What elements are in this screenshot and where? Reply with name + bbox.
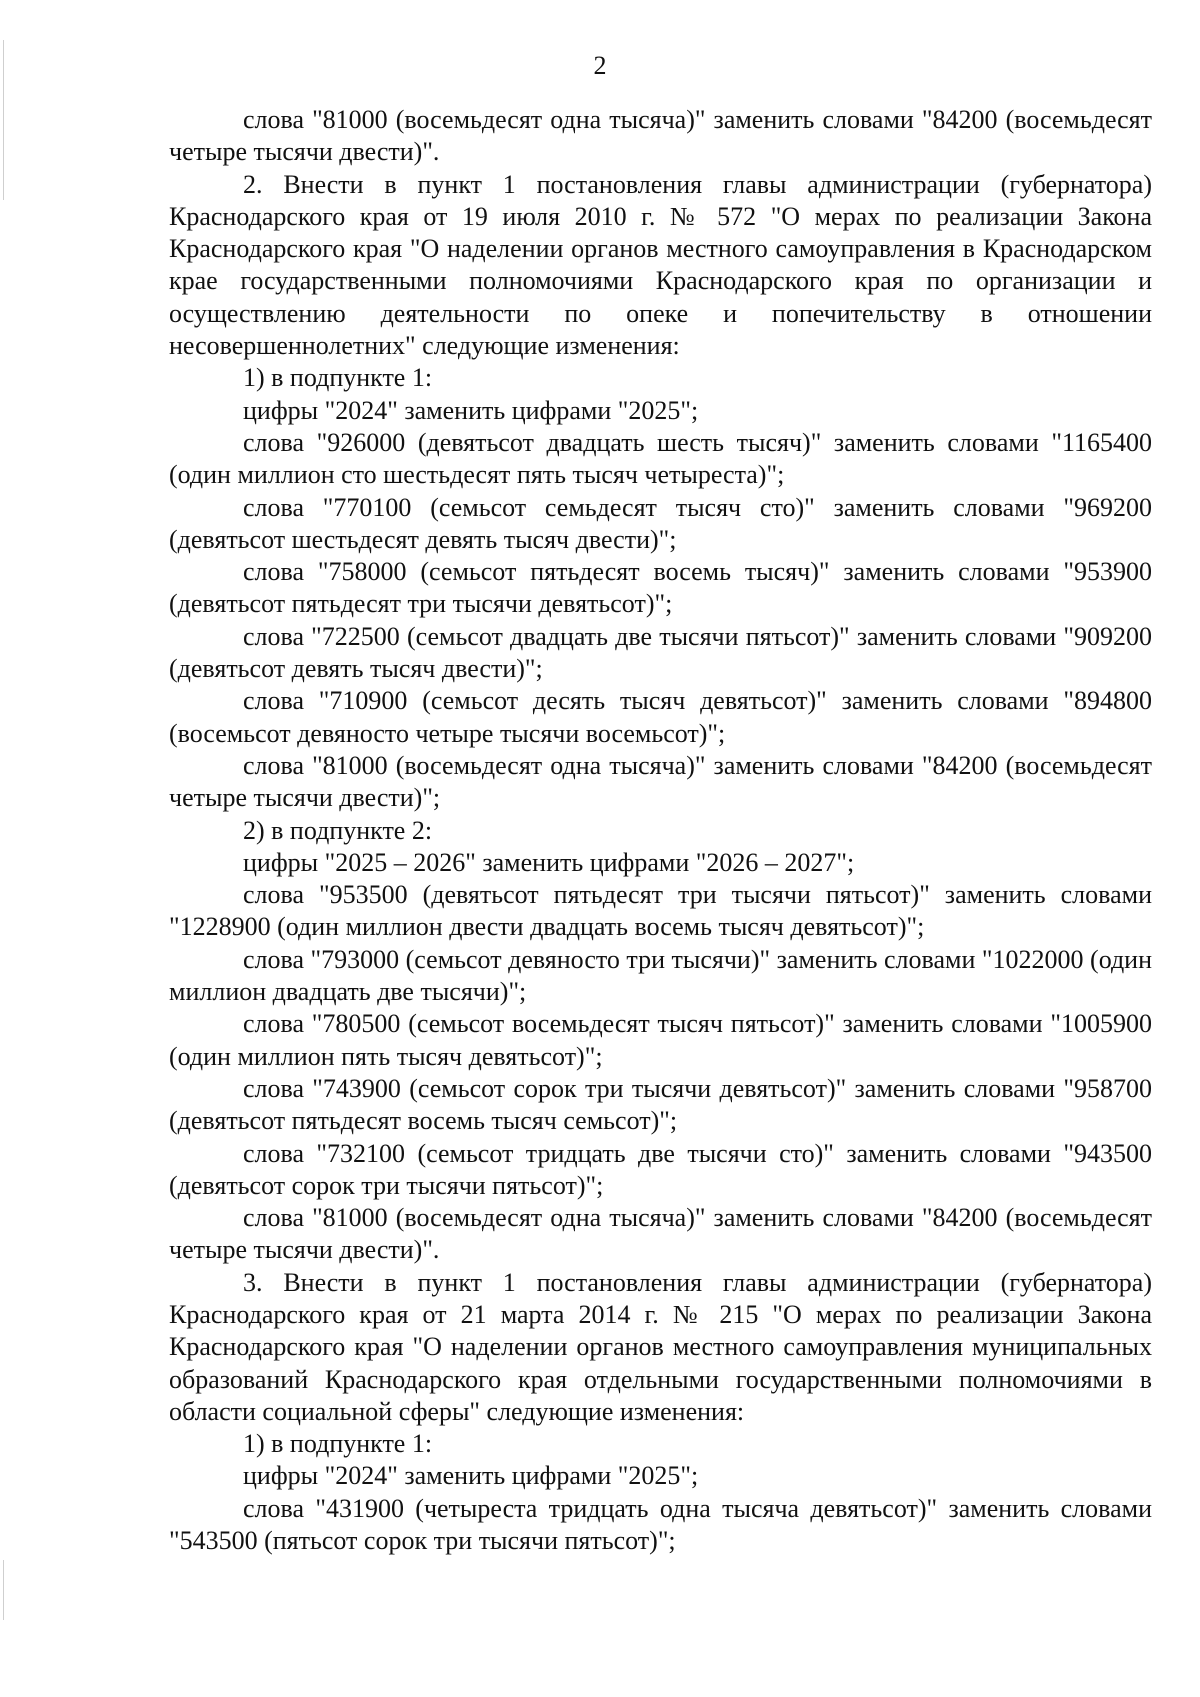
paragraph: слова "431900 (четыреста тридцать одна тысяча девятьсот)" заменить словами "543500 (пятьсот сорок три тысячи пятьсот)"; [169, 1493, 1152, 1556]
paragraph: цифры "2024" заменить цифрами "2025"; [243, 1461, 699, 1491]
scan-edge-mark [3, 1560, 4, 1620]
paragraph: слова "732100 (семьсот тридцать две тысячи сто)" заменить словами "943500 (девятьсот сорок три тысячи пятьсот)"; [169, 1138, 1152, 1200]
paragraph: слова "793000 (семьсот девяносто три тысячи)" заменить словами "1022000 (один миллион двадцать две тысячи)"; [169, 944, 1152, 1007]
paragraph: 3. Внести в пункт 1 постановления главы администрации (губернатора) Краснодарского края от 21 марта 2014 г. № 215 "О мерах по реализации Закона Краснодарского края "О наделении органов местного самоуправления муниципальных образований Краснодарского края отдельными государственными полномочиями в области социальной сферы" следующие изменения: [169, 1267, 1152, 1426]
paragraph: 2) в подпункте 2: [243, 815, 433, 845]
paragraph: цифры "2024" заменить цифрами "2025"; [243, 395, 699, 425]
paragraph: слова "722500 (семьсот двадцать две тысячи пятьсот)" заменить словами "909200 (девятьсот девять тысяч двести)"; [169, 621, 1152, 684]
paragraph: слова "743900 (семьсот сорок три тысячи девятьсот)" заменить словами "958700 (девятьсот пятьдесят восемь тысяч семьсот)"; [169, 1073, 1152, 1136]
paragraph: слова "710900 (семьсот десять тысяч девятьсот)" заменить словами "894800 (восемьсот девяносто четыре тысячи восемьсот)"; [169, 686, 1152, 748]
paragraph: 2. Внести в пункт 1 постановления главы администрации (губернатора) Краснодарского края от 19 июля 2010 г. № 572 "О мерах по реализации Закона Краснодарского края "О наделении органов местного самоуправления в Краснодарском крае государственными полномочиями Краснодарского края по организации и осуществлению деятельности по опеке и попечительству в отношении несовершеннолетних" следующие изменения: [169, 169, 1152, 361]
paragraph: слова "81000 (восемьдесят одна тысяча)" заменить словами "84200 (восемьдесят четыре тысячи двести)". [169, 1203, 1152, 1265]
paragraph: слова "780500 (семьсот восемьдесят тысяч пятьсот)" заменить словами "1005900 (один миллион пять тысяч девятьсот)"; [169, 1009, 1152, 1071]
paragraph: слова "81000 (восемьдесят одна тысяча)" заменить словами "84200 (восемьдесят четыре тысячи двести)"; [169, 750, 1152, 813]
paragraph: 1) в подпункте 1: [243, 363, 433, 393]
paragraph: слова "953500 (девятьсот пятьдесят три тысячи пятьсот)" заменить словами "1228900 (один миллион двести двадцать восемь тысяч девятьсот)"; [169, 880, 1152, 942]
document-body [169, 104, 1152, 1557]
page-number: 2 [593, 51, 607, 80]
paragraph: цифры "2025 – 2026" заменить цифрами "2026 – 2027"; [243, 847, 855, 877]
paragraph: слова "926000 (девятьсот двадцать шесть тысяч)" заменить словами "1165400 (один миллион сто шестьдесят пять тысяч четыреста)"; [169, 427, 1152, 490]
paragraph: слова "758000 (семьсот пятьдесят восемь тысяч)" заменить словами "953900 (девятьсот пятьдесят три тысячи девятьсот)"; [169, 557, 1152, 619]
paragraph: слова "81000 (восемьдесят одна тысяча)" заменить словами "84200 (восемьдесят четыре тысячи двести)". [169, 105, 1152, 167]
paragraph: слова "770100 (семьсот семьдесят тысяч сто)" заменить словами "969200 (девятьсот шестьдесят девять тысяч двести)"; [169, 492, 1152, 554]
paragraph: 1) в подпункте 1: [243, 1429, 433, 1459]
